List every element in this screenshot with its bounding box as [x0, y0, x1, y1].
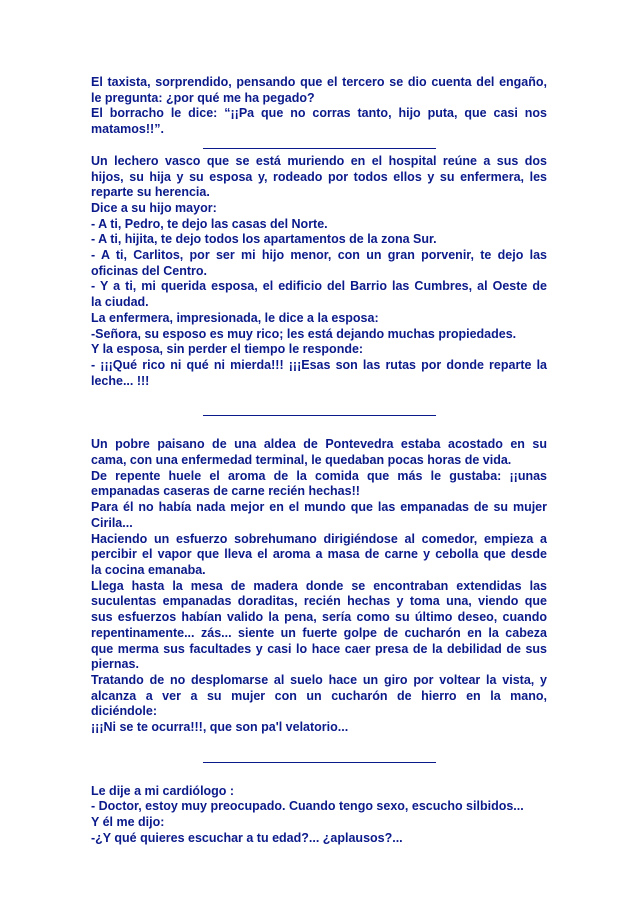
- separator: [91, 752, 547, 768]
- text-line: El borracho le dice: “¡¡Pa que no corras tanto, hijo puta, que casi nos: [91, 106, 547, 121]
- text-line: suculentas empanadas doraditas, recién hechas y toma una, viendo que: [91, 594, 547, 609]
- text-line: Cirila...: [91, 515, 133, 530]
- separator-line: [203, 148, 436, 149]
- section-lechero: [91, 154, 547, 390]
- text-line: - A ti, hijita, te dejo todos los apartamentos de la zona Sur.: [91, 232, 437, 247]
- spacer: [91, 421, 547, 437]
- text-line: -¿Y qué quieres escuchar a tu edad?... ¿aplausos?...: [91, 830, 403, 845]
- text-line: repentinamente... zás... siente un fuerte golpe de cucharón en la cabeza: [91, 625, 547, 640]
- text-line: Y él me dijo:: [91, 815, 165, 830]
- text-line: matamos!!”.: [91, 122, 164, 137]
- text-line: leche... !!!: [91, 373, 150, 388]
- document-content: [91, 75, 547, 847]
- text-line: la ciudad.: [91, 295, 149, 310]
- text-line: oficinas del Centro.: [91, 263, 207, 278]
- spacer: [91, 389, 547, 405]
- text-line: Para él no había nada mejor en el mundo que las empanadas de su mujer: [91, 500, 547, 515]
- text-line: la cocina emanaba.: [91, 562, 206, 577]
- spacer: [91, 768, 547, 784]
- text-line: Y la esposa, sin perder el tiempo le responde:: [91, 342, 364, 357]
- text-line: - ¡¡¡Qué rico ni qué ni mierda!!! ¡¡¡Esas son las rutas por donde reparte la: [91, 357, 547, 372]
- text-line: piernas.: [91, 657, 139, 672]
- text-line: reparte su herencia.: [91, 185, 210, 200]
- text-line: le pregunta: ¿por qué me ha pegado?: [91, 90, 315, 105]
- text-line: - A ti, Carlitos, por ser mi hijo menor, con un gran porvenir, te dejo las: [91, 248, 547, 263]
- text-line: alcanza a ver a su mujer con un cucharón de hierro en la mano,: [91, 688, 547, 703]
- text-line: Le dije a mi cardiólogo :: [91, 783, 235, 798]
- text-line: La enfermera, impresionada, le dice a la esposa:: [91, 310, 379, 325]
- text-line: Un lechero vasco que se está muriendo en el hospital reúne a sus dos: [91, 153, 547, 168]
- text-line: Haciendo un esfuerzo sobrehumano dirigiéndose al comedor, empieza a: [91, 531, 547, 546]
- text-line: - Doctor, estoy muy preocupado. Cuando tengo sexo, escucho silbidos...: [91, 799, 524, 814]
- text-line: que merma sus facultades y casi lo hace caer presa de la debilidad de sus: [91, 641, 547, 656]
- text-line: hijos, su hija y su esposa y, rodeado por todos ellos y su enfermera, les: [91, 169, 547, 184]
- text-line: ¡¡¡Ni se te ocurra!!!, que son pa'l velatorio...: [91, 720, 349, 735]
- text-line: - A ti, Pedro, te dejo las casas del Norte.: [91, 216, 328, 231]
- text-line: diciéndole:: [91, 704, 157, 719]
- text-line: Llega hasta la mesa de madera donde se encontraban extendidas las: [91, 578, 547, 593]
- text-line: De repente huele el aroma de la comida que más le gustaba: ¡¡unas: [91, 468, 547, 483]
- text-line: Tratando de no desplomarse al suelo hace un giro por voltear la vista, y: [91, 672, 547, 687]
- text-line: - Y a ti, mi querida esposa, el edificio del Barrio las Cumbres, al Oeste de: [91, 279, 547, 294]
- section-taxista: [91, 75, 547, 138]
- section-paisano: [91, 437, 547, 735]
- section-cardiologo: [91, 784, 547, 847]
- text-line: Un pobre paisano de una aldea de Pontevedra estaba acostado en su: [91, 437, 547, 452]
- text-line: percibir el vapor que lleva el aroma a masa de carne y cebolla que desde: [91, 547, 547, 562]
- text-line: cama, con una enfermedad terminal, le quedaban pocas horas de vida.: [91, 453, 512, 468]
- spacer: [91, 736, 547, 752]
- separator-line: [203, 415, 436, 416]
- text-line: empanadas caseras de carne recién hechas!!: [91, 484, 360, 499]
- text-line: El taxista, sorprendido, pensando que el tercero se dio cuenta del engaño,: [91, 75, 547, 89]
- separator: [91, 405, 547, 421]
- separator: [91, 138, 547, 154]
- text-line: -Señora, su esposo es muy rico; les está dejando muchas propiedades.: [91, 326, 517, 341]
- separator-line: [203, 762, 436, 763]
- text-line: sus esfuerzos habían valido la pena, sería como su último deseo, cuando: [91, 610, 547, 625]
- text-line: Dice a su hijo mayor:: [91, 200, 217, 215]
